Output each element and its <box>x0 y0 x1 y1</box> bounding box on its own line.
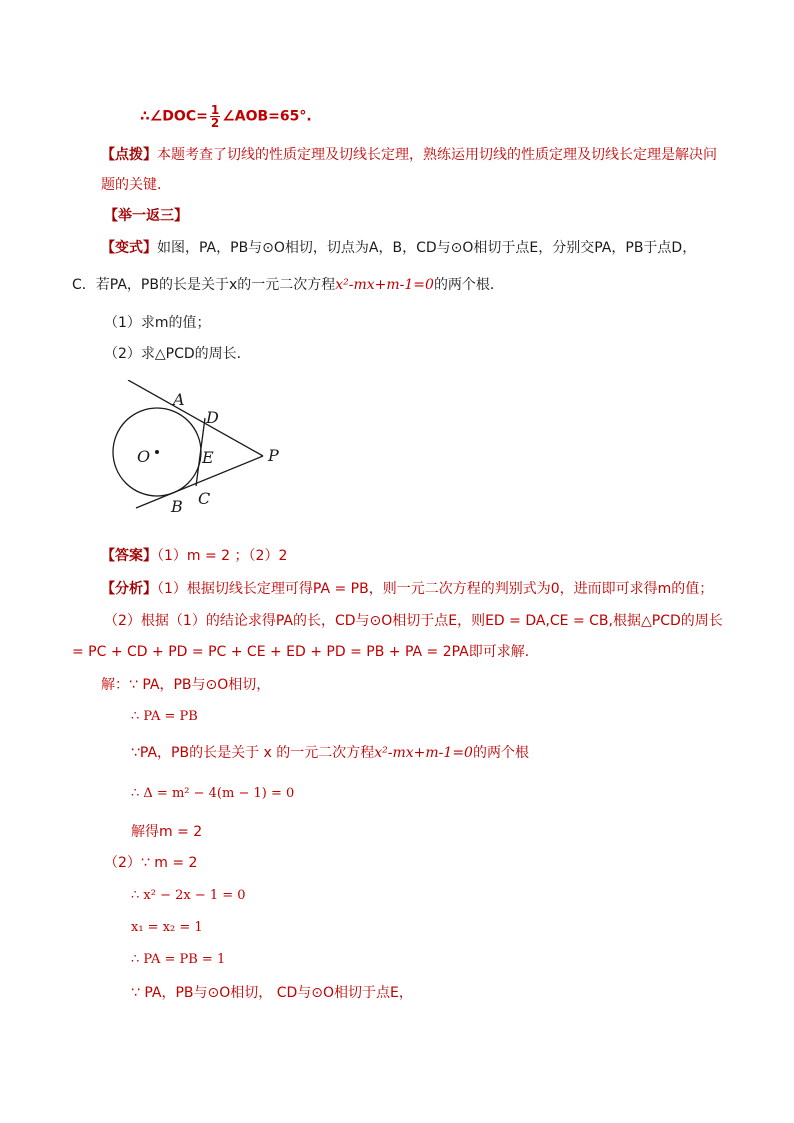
analysis-tag: 【分析】 <box>101 581 157 597</box>
solution-step-7: ∴ x² − 2x − 1 = 0 <box>131 888 246 903</box>
bianshi-equation: x²-mx+m-1=0 <box>335 277 434 293</box>
bianshi-text-1: 如图，PA，PB与⊙O相切，切点为A，B，CD与⊙O相切于点E，分别交PA，PB于点D， <box>157 240 697 256</box>
tangent-line-pa <box>128 380 263 456</box>
dianbo-tag: 【点拨】 <box>101 147 157 163</box>
label-d: D <box>206 408 219 427</box>
bianshi-line-1 <box>101 238 696 258</box>
analysis-line-3: = PC + CD + PD = PC + CE + ED + PD = PB + PA = 2PA即可求解． <box>72 644 539 660</box>
analysis-line-2: （2）根据（1）的结论求得PA的长，CD与⊙O相切于点E，则ED = DA,CE = CB,根据△PCD的周长 <box>104 613 723 629</box>
question-2: （2）求△PCD的周长． <box>104 346 251 362</box>
angle-doc-formula <box>140 104 312 129</box>
bianshi-text-2b: 的两个根． <box>433 277 504 293</box>
answer-text: （1）m = 2 ；（2）2 <box>157 548 288 564</box>
tangent-circle-figure <box>108 380 298 520</box>
formula-suffix: ∠AOB=65°. <box>222 108 312 125</box>
dianbo-text-1: 本题考查了切线的性质定理及切线长定理，熟练运用切线的性质定理及切线长定理是解决问 <box>157 147 717 163</box>
section-title: 【举一返三】 <box>104 208 188 224</box>
answer-line <box>101 546 287 566</box>
fraction-denominator: 2 <box>210 116 220 130</box>
label-a: A <box>173 390 185 409</box>
label-b: B <box>171 497 183 516</box>
answer-tag: 【答案】 <box>101 548 157 564</box>
analysis-line-1 <box>101 579 713 599</box>
bianshi-line-2 <box>72 275 504 295</box>
dianbo-line-2: 题的关键. <box>101 177 162 193</box>
solution-step-3 <box>131 743 529 763</box>
fraction-numerator: 1 <box>210 103 220 117</box>
solution-step-1: 解：∵ PA，PB与⊙O相切， <box>101 677 271 693</box>
label-o: O <box>137 447 151 466</box>
question-1: （1）求m的值； <box>104 315 211 331</box>
solution-step-2: ∴ PA = PB <box>131 709 198 724</box>
bianshi-text-2a: C．若PA，PB的长是关于x的一元二次方程 <box>72 277 336 293</box>
solution-step-3b: 的两个根 <box>472 745 529 761</box>
formula-prefix: ∴∠DOC= <box>140 108 208 125</box>
center-point-o <box>155 450 159 454</box>
bianshi-tag: 【变式】 <box>101 240 157 256</box>
solution-step-6: （2）∵ m = 2 <box>104 855 198 871</box>
label-c: C <box>198 489 211 508</box>
solution-step-10: ∵ PA，PB与⊙O相切， CD与⊙O相切于点E， <box>131 985 413 1001</box>
label-e: E <box>202 448 214 467</box>
solution-step-9: ∴ PA = PB = 1 <box>131 952 226 967</box>
dianbo-line-1 <box>101 145 717 165</box>
fraction <box>210 104 220 129</box>
solution-step-3a: ∵PA，PB的长是关于 x 的一元二次方程 <box>131 745 375 761</box>
analysis-text-1: （1）根据切线长定理可得PA = PB，则一元二次方程的判别式为0，进而即可求得m的值； <box>157 581 714 597</box>
solution-step-8: x₁ = x₂ = 1 <box>131 920 203 935</box>
solution-step-4: ∴ Δ = m² − 4(m − 1) = 0 <box>131 786 295 801</box>
solution-step-5: 解得m = 2 <box>131 824 203 840</box>
solution-step-3-equation: x²-mx+m-1=0 <box>374 745 473 761</box>
label-p: P <box>268 446 279 465</box>
